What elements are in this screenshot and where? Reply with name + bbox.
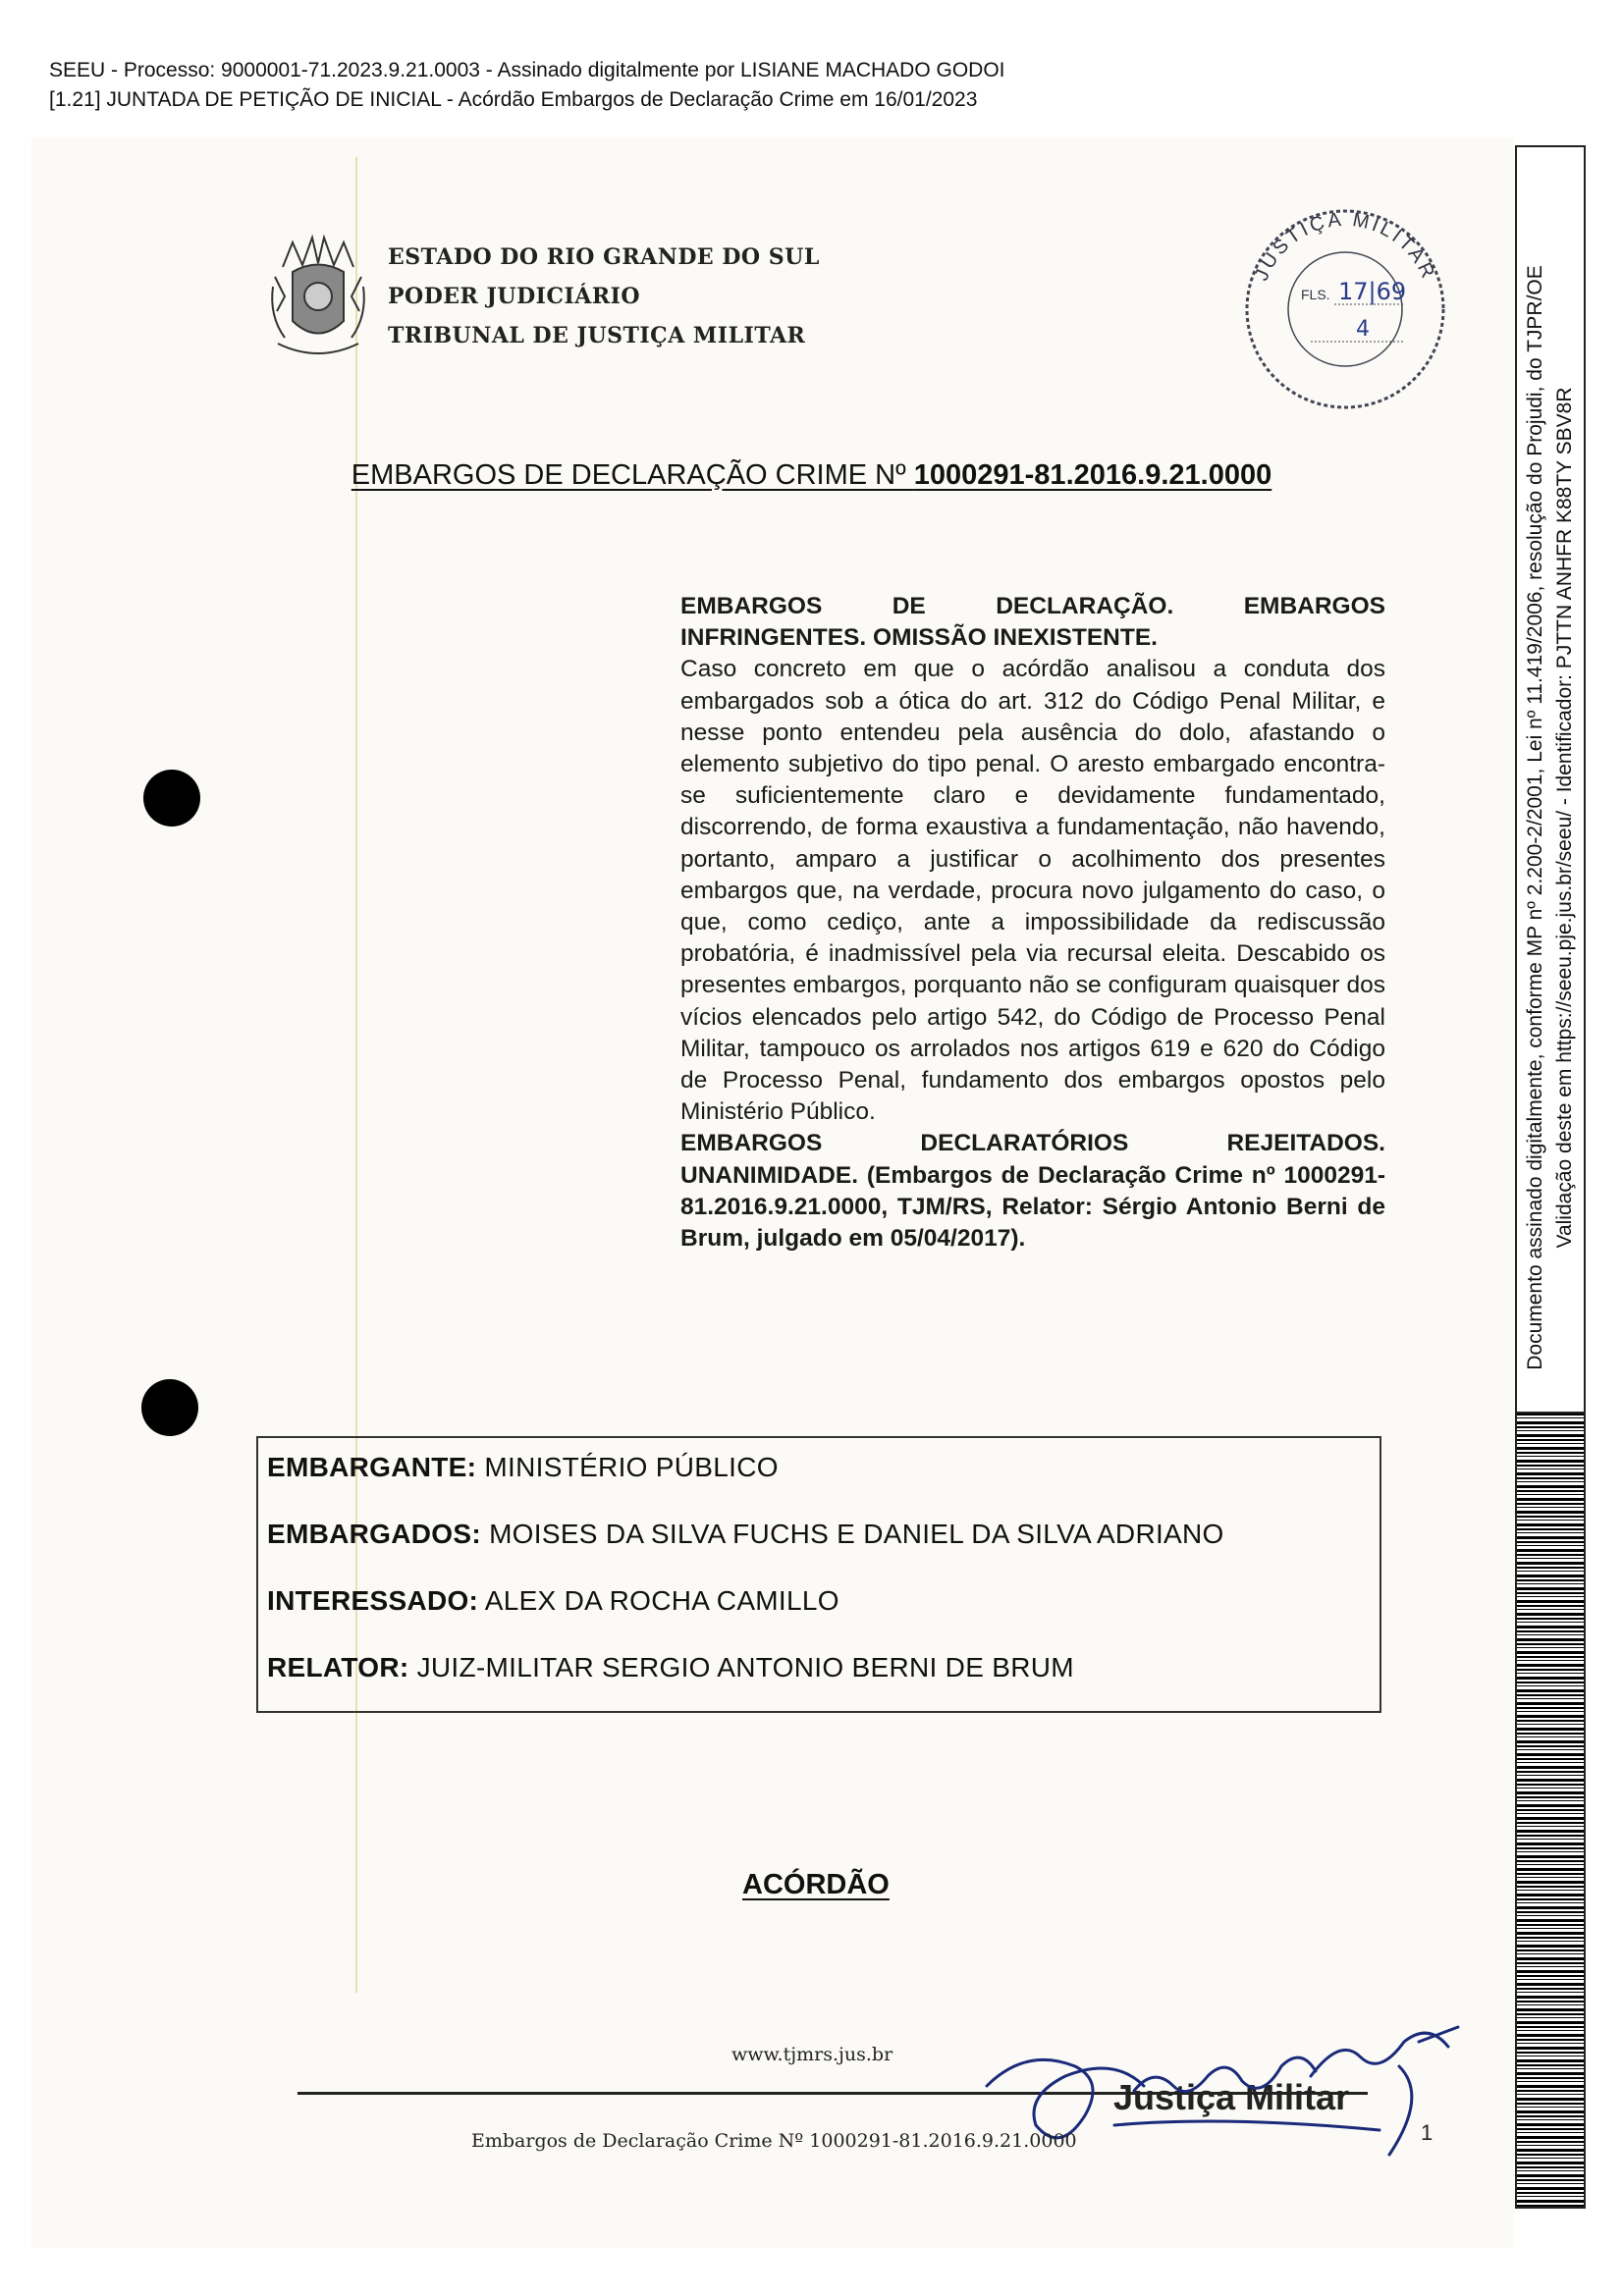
side-line2: Validação deste em https://seeu.pje.jus.br/seeu/ - Identificador: PJTTN ANHFR K88TY SBV8R [1553,387,1576,1249]
embargados-label: EMBARGADOS: [267,1519,481,1549]
institution-state: ESTADO DO RIO GRANDE DO SUL [388,244,820,270]
relator-value: JUIZ-MILITAR SERGIO ANTONIO BERNI DE BRUM [416,1652,1074,1682]
party-embargados [267,1519,1224,1550]
institution-power: PODER JUDICIÁRIO [388,284,641,309]
institution-block [388,238,820,355]
party-relator [267,1652,1074,1683]
interessado-value: ALEX DA ROCHA CAMILLO [484,1585,839,1616]
page-number: 1 [1421,2120,1434,2145]
institution-tribunal: TRIBUNAL DE JUSTIÇA MILITAR [388,323,806,348]
digital-signature-panel [1515,145,1586,1490]
stamp-top-text: JUSTIÇA MILITAR [1250,208,1440,285]
interessado-label: INTERESSADO: [267,1585,479,1616]
footer-url: www.tjmrs.jus.br [731,2044,893,2065]
court-stamp [1232,196,1458,422]
scan-fold-line [355,157,357,1993]
relator-label: RELATOR: [267,1652,409,1682]
ementa-heading: EMBARGOS DE DECLARAÇÃO. EMBARGOS INFRINGENTES. OMISSÃO INEXISTENTE. [680,593,1385,652]
seeu-header [49,56,1005,115]
embargados-value: MOISES DA SILVA FUCHS E DANIEL DA SILVA ADRIANO [489,1519,1224,1549]
coat-of-arms-icon [263,228,373,365]
document-title [0,459,1623,492]
embargante-value: MINISTÉRIO PÚBLICO [484,1452,779,1482]
side-line1: Documento assinado digitalmente, conforme MP nº 2.200-2/2001, Lei nº 11.419/2006, resolução do Projudi, do TJPR/OE [1524,265,1546,1370]
punch-hole-bottom [141,1379,198,1436]
stamp-fls-label: FLS. [1301,287,1330,302]
party-interessado [267,1585,839,1617]
document-title-number: 1000291-81.2016.9.21.0000 [913,459,1272,491]
footer-brand: Justiça Militar [1113,2077,1350,2117]
stamp-number: 4 [1356,317,1370,342]
punch-hole-top [143,770,200,827]
seeu-header-line1: SEEU - Processo: 9000001-71.2023.9.21.0003 - Assinado digitalmente por LISIANE MACHADO GODOI [49,59,1005,81]
ementa-body: Caso concreto em que o acórdão analisou a conduta dos embargados sob a ótica do art. 312 do Código Penal Militar, e nesse ponto entendeu pela ausência do dolo, afastando o elemento subjetivo do tipo penal. O aresto embargado encontra-se suficientemente claro e devidamente fundamentado, discorrendo, de forma exaustiva a fundamentação, não havendo, portanto, amparo a justificar o acolhimento dos presentes embargos que, na verdade, procura novo julgamento do caso, o que, como cediço, ante a impossibilidade da rediscussão probatória, é inadmissível pela via recursal eleita. Descabido os presentes embargos, porquanto não se configuram quaisquer dos vícios elencados pelo artigo 542, do Código de Processo Penal Militar, tampouco os arrolados nos artigos 619 e 620 do Código de Processo Penal, fundamento dos embargos opostos pelo Ministério Público. [680,656,1385,1126]
document-title-prefix: EMBARGOS DE DECLARAÇÃO CRIME Nº [351,459,914,491]
svg-text:JUSTIÇA MILITAR [1251,209,1439,285]
acordao-heading: ACÓRDÃO [742,1869,890,1900]
footer-text: Embargos de Declaração Crime Nº 1000291-81.2016.9.21.0000 [471,2130,1077,2152]
embargante-label: EMBARGANTE: [267,1452,477,1482]
seeu-header-line2: [1.21] JUNTADA DE PETIÇÃO DE INICIAL - Acórdão Embargos de Declaração Crime em 16/01/2023 [49,88,978,111]
barcode [1515,1412,1586,2209]
parties-box [256,1436,1381,1713]
stamp-fls-value: 17|69 [1338,278,1407,305]
ementa-block [680,591,1385,1255]
party-embargante [267,1452,779,1483]
ementa-conclusion: EMBARGOS DECLARATÓRIOS REJEITADOS. UNANIMIDADE. (Embargos de Declaração Crime nº 1000291-81.2016.9.21.0000, TJM/RS, Relator: Sérgio Antonio Berni de Brum, julgado em 05/04/2017). [680,1130,1385,1253]
